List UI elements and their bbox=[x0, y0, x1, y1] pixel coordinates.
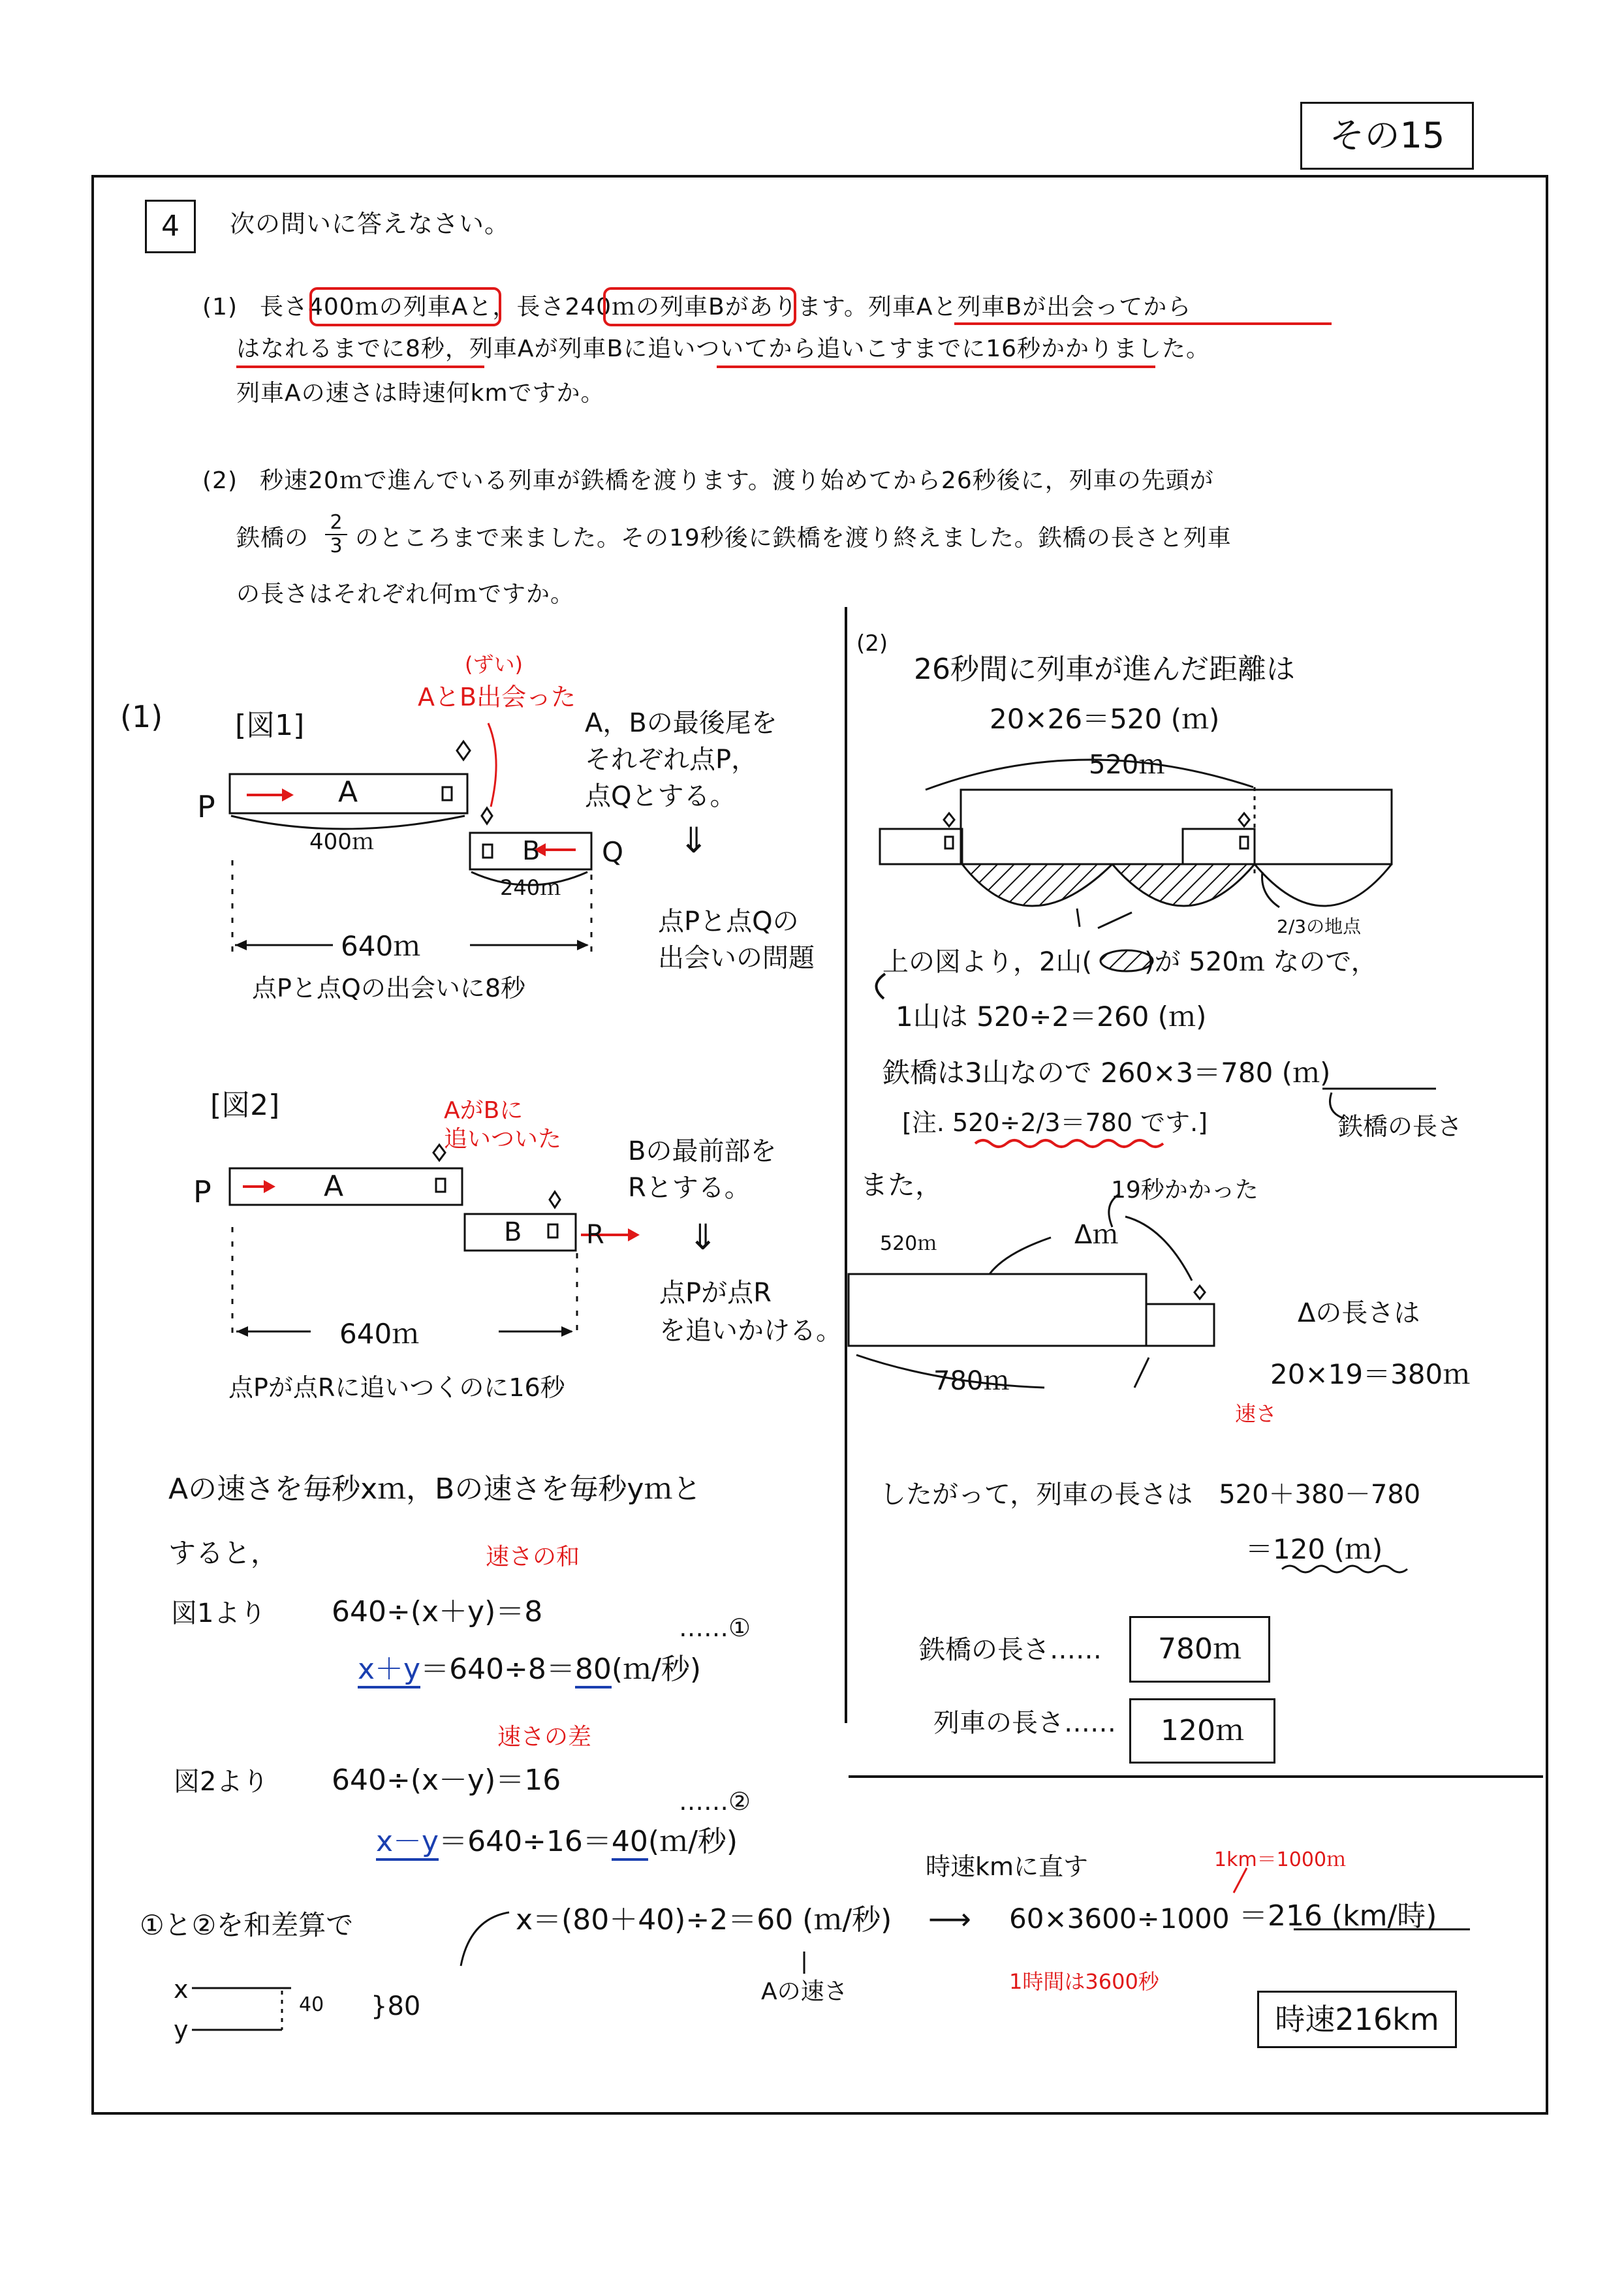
fig1-dist: 640ｍ bbox=[341, 930, 421, 962]
fraction-denominator: 3 bbox=[330, 535, 343, 557]
sol2-line2: 20×26＝520 (ｍ) bbox=[990, 703, 1220, 735]
question-number: 4 bbox=[145, 200, 196, 253]
fig4-520: 520ｍ bbox=[880, 1232, 937, 1255]
final-arrow: ⟶ bbox=[928, 1901, 971, 1937]
xy-y: y bbox=[174, 2015, 189, 2044]
eq2-label: 図2より bbox=[174, 1767, 269, 1797]
fig1-down-arrow: ⇓ bbox=[679, 820, 709, 861]
eq1b-lhs: x＋y bbox=[358, 1653, 420, 1688]
red-sum-note: 速さの和 bbox=[486, 1544, 580, 1570]
eq1b-unit: (ｍ/秒) bbox=[611, 1653, 702, 1686]
a-speed-note: Aの速さ bbox=[761, 1978, 848, 2005]
p2-line1: 秒速20ｍで進んでいる列車が鉄橋を渡ります。渡り始めてから26秒後に，列車の先頭が bbox=[260, 467, 1214, 494]
delta-eq: 20×19＝380ｍ bbox=[1270, 1358, 1471, 1390]
answer-box-bridge: 780ｍ bbox=[1129, 1616, 1270, 1683]
eq2b-unit: (ｍ/秒) bbox=[648, 1825, 738, 1858]
p1-line3: 列車Aの速さは時速何kmですか。 bbox=[236, 380, 605, 407]
xy-80: }80 bbox=[371, 1991, 421, 2021]
train-len-eq: ＝120 (ｍ) bbox=[1245, 1533, 1383, 1565]
fig1-red-note: AとB出会った bbox=[418, 683, 576, 711]
xy-x: x bbox=[174, 1975, 189, 2004]
fig1-caption: 点Pと点Qの出会いに8秒 bbox=[252, 974, 526, 1003]
sol2-line1: 26秒間に列車が進んだ距離は bbox=[914, 653, 1295, 686]
eq2: 640÷(x－y)＝16 bbox=[332, 1764, 561, 1797]
p2-line3: の長さはそれぞれ何ｍですか。 bbox=[236, 581, 575, 608]
fig2-note-line: Bの最前部を bbox=[628, 1136, 777, 1166]
fig1-train-b: B bbox=[522, 836, 540, 866]
also: また， bbox=[860, 1169, 943, 1201]
fig3-520: 520ｍ bbox=[1089, 750, 1165, 780]
bridge-len-label: 鉄橋の長さ bbox=[1338, 1112, 1463, 1141]
fig1-note-line: 点Qとする。 bbox=[585, 781, 736, 811]
p2-line2a: 鉄橋の bbox=[236, 525, 309, 552]
fig1-red-top: (ずい) bbox=[465, 652, 523, 677]
final-label: ①と②を和差算で bbox=[140, 1909, 354, 1941]
fig2-train-a: A bbox=[324, 1170, 344, 1203]
answer-box-train: 120ｍ bbox=[1129, 1698, 1275, 1764]
eq2b-mid: ＝640÷16＝ bbox=[439, 1825, 612, 1858]
fig2-red-note-line: 追いついた bbox=[444, 1126, 562, 1153]
sol2-line3: 上の図より，2山( )が 520ｍ なので， bbox=[882, 947, 1377, 977]
page-number: その15 bbox=[1300, 102, 1474, 170]
note-two-thirds: 2/3の地点 bbox=[1277, 916, 1362, 937]
convert-result: ＝216 (km/時) bbox=[1239, 1899, 1437, 1933]
p1-line1: 長さ400ｍの列車Aと，長さ240ｍの列車Bがあります。列車Aと列車Bが出会ってから bbox=[260, 294, 1192, 320]
sol2-line6: [注. 520÷2/3＝780 です.] bbox=[902, 1108, 1208, 1137]
answer-box-1: 時速216km bbox=[1257, 1991, 1457, 2048]
ans-train-label: 列車の長さ…… bbox=[933, 1708, 1116, 1738]
fig1-note-line: それぞれ点P， bbox=[585, 745, 758, 775]
p1-label: (1) bbox=[202, 294, 238, 320]
convert-note: 時速kmに直す bbox=[926, 1852, 1089, 1881]
fig2-red-note-line: AがBに bbox=[444, 1097, 523, 1124]
fig1-len-b: 240ｍ bbox=[500, 875, 561, 900]
ans-bridge-label: 鉄橋の長さ…… bbox=[919, 1635, 1102, 1665]
fig2-result-line: 点Pが点R bbox=[659, 1278, 772, 1308]
eq2-mark: ……② bbox=[679, 1787, 751, 1816]
sol2-line5: 鉄橋は3山なので 260×3＝780 (ｍ) bbox=[882, 1057, 1331, 1089]
eq2b-val: 40 bbox=[612, 1825, 648, 1861]
fig1-train-a: A bbox=[338, 775, 358, 809]
fig1-len-a: 400ｍ bbox=[309, 829, 374, 855]
fig2-result-line: を追いかける。 bbox=[659, 1316, 842, 1346]
took-19: 19秒かかった bbox=[1111, 1177, 1258, 1204]
eq1-mark: ……① bbox=[679, 1613, 751, 1642]
train-len-line: したがって，列車の長さは 520＋380－780 bbox=[880, 1480, 1421, 1510]
fig1-label-q: Q bbox=[602, 836, 624, 868]
sol2-line4: 1山は 520÷2＝260 (ｍ) bbox=[896, 1001, 1207, 1033]
red-km-note: 1km＝1000ｍ bbox=[1214, 1848, 1347, 1871]
red-speed-note: 速さ bbox=[1235, 1401, 1277, 1426]
eq1: 640÷(x＋y)＝8 bbox=[332, 1595, 543, 1628]
fig2-label-p: P bbox=[193, 1174, 211, 1209]
instruction: 次の問いに答えなさい。 bbox=[230, 210, 510, 238]
fig1-label-p: P bbox=[197, 789, 215, 824]
fig2-caption: 点Pが点Rに追いつくのに16秒 bbox=[228, 1373, 565, 1402]
fig2-note-line: Rとする。 bbox=[628, 1173, 751, 1203]
red-diff-note: 速さの差 bbox=[497, 1724, 592, 1750]
work-line2: すると， bbox=[168, 1537, 279, 1569]
fig2-train-b: B bbox=[504, 1217, 522, 1247]
fraction-numerator: 2 bbox=[325, 512, 347, 535]
delta-len-label: Δの長さは bbox=[1298, 1298, 1420, 1328]
eq1b-mid: ＝640÷8＝ bbox=[420, 1653, 575, 1686]
fig2-label-r: R bbox=[586, 1220, 604, 1250]
convert-eq: 60×3600÷1000 bbox=[1009, 1903, 1230, 1935]
fig2-dist: 640ｍ bbox=[339, 1318, 420, 1350]
final-eq: x＝(80＋40)÷2＝60 (ｍ/秒) bbox=[516, 1903, 892, 1937]
fig1-result-line: 出会いの問題 bbox=[658, 943, 815, 973]
wavy-underline bbox=[1282, 1566, 1407, 1572]
red-hour-note: 1時間は3600秒 bbox=[1009, 1969, 1159, 1994]
xy-40: 40 bbox=[299, 1993, 324, 2016]
sol2-label: (2) bbox=[856, 630, 888, 657]
fig1-title: [図1] bbox=[235, 709, 305, 742]
p2-label: (2) bbox=[202, 467, 238, 494]
xy-80-value: 80 bbox=[387, 1991, 421, 2021]
p2-line2b: のところまで来ました。その19秒後に鉄橋を渡り終えました。鉄橋の長さと列車 bbox=[355, 525, 1232, 552]
p1-line2: はなれるまでに8秒，列車Aが列車Bに追いついてから追いこすまでに16秒かかりました。 bbox=[236, 335, 1211, 362]
sol1-label: (1) bbox=[120, 699, 163, 734]
fig2-title: [図2] bbox=[210, 1089, 280, 1122]
delta-m: Δｍ bbox=[1074, 1220, 1119, 1250]
fig4-780: 780ｍ bbox=[933, 1366, 1010, 1396]
eq1b-val: 80 bbox=[575, 1653, 612, 1688]
eq2b-lhs: x－y bbox=[376, 1825, 439, 1861]
work-line1: Aの速さを毎秒xｍ，Bの速さを毎秒yｍと bbox=[168, 1472, 702, 1506]
fig2-down-arrow: ⇓ bbox=[688, 1217, 718, 1258]
eq1-label: 図1より bbox=[171, 1598, 266, 1628]
fig1-note-line: A，Bの最後尾を bbox=[585, 708, 777, 738]
fig1-result-line: 点Pと点Qの bbox=[658, 907, 799, 937]
